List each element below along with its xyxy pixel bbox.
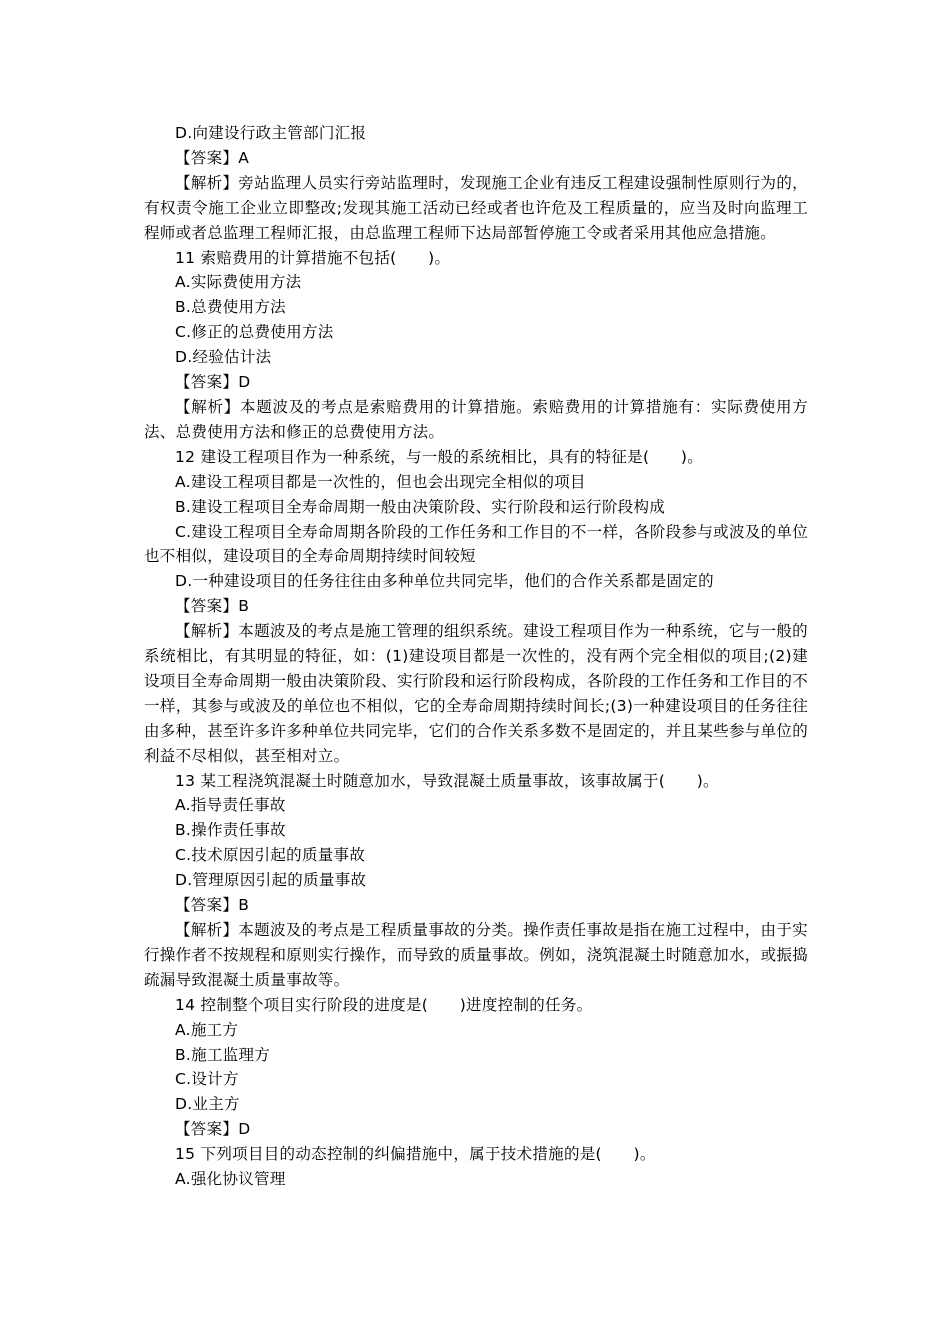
explanation-paragraph: 【解析】本题波及的考点是工程质量事故的分类。操作责任事故是指在施工过程中，由于实行操作者不按规程和原则实行操作，而导致的质量事故。例如，浇筑混凝土时随意加水，或振捣疏漏导致混凝土质量事故等。	[144, 921, 808, 989]
option-line: D.业主方	[175, 1095, 240, 1114]
answer-line: 【答案】B	[175, 896, 250, 915]
document-page	[144, 121, 808, 1192]
option-line: D.一种建设项目的任务往往由多种单位共同完毕，他们的合作关系都是固定的	[175, 572, 714, 591]
option-line: A.强化协议管理	[175, 1170, 286, 1189]
option-line: A.建设工程项目都是一次性的，但也会出现完全相似的项目	[175, 472, 586, 491]
option-line: B.总费使用方法	[175, 298, 286, 317]
option-line: B.建设工程项目全寿命周期一般由决策阶段、实行阶段和运行阶段构成	[175, 497, 666, 516]
explanation-paragraph: 【解析】本题波及的考点是索赔费用的计算措施。索赔费用的计算措施有：实际费使用方法、总费使用方法和修正的总费使用方法。	[144, 397, 808, 441]
option-line: A.指导责任事故	[175, 796, 286, 815]
explanation-paragraph: 【解析】旁站监理人员实行旁站监理时，发现施工企业有违反工程建设强制性原则行为的，有权责令施工企业立即整改;发现其施工活动已经或者也许危及工程质量的，应当及时向监理工程师或者总监理工程师汇报，由总监理工程师下达局部暂停施工令或者采用其他应急措施。	[144, 173, 808, 242]
explanation-paragraph: 【解析】本题波及的考点是施工管理的组织系统。建设工程项目作为一种系统，它与一般的系统相比，有其明显的特征，如：(1)建设项目都是一次性的，没有两个完全相似的项目;(2)建设项目全寿命周期一般由决策阶段、实行阶段和运行阶段构成，各阶段的工作任务和工作目的不一样，其参与或波及的单位也不相似，它的全寿命周期持续时间长;(3)一种建设项目的任务往往由多种，甚至许多许多种单位共同完毕，它们的合作关系多数不是固定的，并且某些参与单位的利益不尽相似，甚至相对立。	[144, 622, 808, 765]
option-line: C.技术原因引起的质量事故	[175, 846, 366, 865]
option-line: A.实际费使用方法	[175, 273, 302, 292]
option-line: D.经验估计法	[175, 348, 272, 367]
answer-line: 【答案】D	[175, 373, 251, 392]
option-line: C.设计方	[175, 1070, 239, 1089]
option-line: C.建设工程项目全寿命周期各阶段的工作任务和工作目的不一样，各阶段参与或波及的单位也不相似，建设项目的全寿命周期持续时间较短	[144, 522, 808, 566]
option-line: B.操作责任事故	[175, 821, 286, 840]
option-line: D.向建设行政主管部门汇报	[175, 124, 367, 142]
question-15: 15 下列项目目的动态控制的纠偏措施中，属于技术措施的是( )。	[175, 1145, 656, 1164]
answer-line: 【答案】A	[175, 148, 250, 167]
option-line: A.施工方	[175, 1020, 239, 1039]
option-line: D.管理原因引起的质量事故	[175, 871, 367, 890]
question-12: 12 建设工程项目作为一种系统，与一般的系统相比，具有的特征是( )。	[175, 447, 704, 466]
option-line: C.修正的总费使用方法	[175, 323, 334, 342]
question-14: 14 控制整个项目实行阶段的进度是( )进度控制的任务。	[175, 995, 593, 1014]
answer-line: 【答案】D	[175, 1120, 251, 1139]
question-13: 13 某工程浇筑混凝土时随意加水，导致混凝土质量事故，该事故属于( )。	[175, 771, 719, 790]
option-line: B.施工监理方	[175, 1045, 271, 1064]
answer-line: 【答案】B	[175, 597, 250, 616]
question-11: 11 索赔费用的计算措施不包括( )。	[175, 248, 451, 267]
